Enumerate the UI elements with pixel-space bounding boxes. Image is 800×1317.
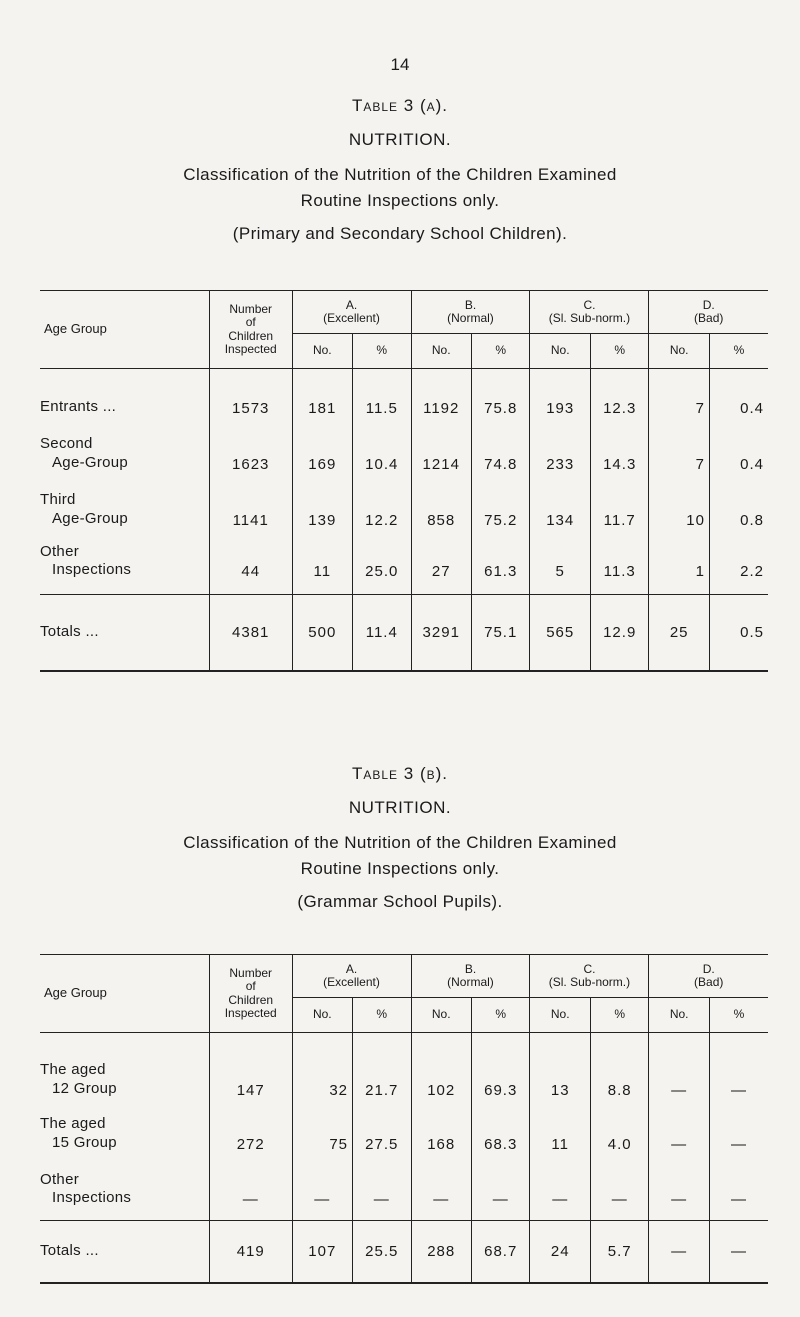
value-cell: 0.8 xyxy=(709,473,768,529)
header-excellent: A. (Excellent) xyxy=(292,291,411,334)
inspected-cell: 147 xyxy=(209,1033,292,1099)
caption-line: (Primary and Secondary School Children). xyxy=(232,223,568,243)
table-a-caption xyxy=(0,162,800,247)
value-cell: — xyxy=(292,1153,352,1221)
header-bad: D. (Bad) xyxy=(649,955,768,998)
caption-line: Routine Inspections only. xyxy=(300,859,500,879)
header-pct: % xyxy=(590,334,648,369)
value-cell: 11.7 xyxy=(590,473,648,529)
value-cell: — xyxy=(649,1221,709,1283)
value-cell: 1192 xyxy=(411,369,471,417)
header-no: No. xyxy=(292,334,352,369)
value-cell: — xyxy=(649,1033,709,1099)
value-cell: 858 xyxy=(411,473,471,529)
value-cell: 4.0 xyxy=(590,1099,648,1153)
value-cell: 107 xyxy=(292,1221,352,1283)
header-pct: % xyxy=(471,998,529,1033)
header-excellent: A. (Excellent) xyxy=(292,955,411,998)
value-cell: — xyxy=(709,1099,768,1153)
header-no: No. xyxy=(649,998,709,1033)
age-group-cell: Second Age-Group xyxy=(40,435,129,471)
value-cell: — xyxy=(649,1099,709,1153)
age-group-cell: The aged 12 Group xyxy=(40,1061,117,1097)
value-cell: 12.3 xyxy=(590,369,648,417)
value-cell: 10.4 xyxy=(353,417,411,473)
inspected-cell: — xyxy=(209,1153,292,1221)
totals-row xyxy=(40,595,768,671)
value-cell: 11.4 xyxy=(353,595,411,671)
value-cell: 68.3 xyxy=(471,1099,529,1153)
header-normal: B. (Normal) xyxy=(411,291,530,334)
caption-line: Routine Inspections only. xyxy=(300,191,500,211)
value-cell: 102 xyxy=(411,1033,471,1099)
value-cell: 500 xyxy=(292,595,352,671)
header-pct: % xyxy=(471,334,529,369)
header-no: No. xyxy=(411,334,471,369)
value-cell: 25.5 xyxy=(353,1221,411,1283)
value-cell: 75.8 xyxy=(471,369,529,417)
value-cell: 75.2 xyxy=(471,473,529,529)
value-cell: 7 xyxy=(649,369,709,417)
header-no: No. xyxy=(530,334,590,369)
header-age-group: Age Group xyxy=(44,985,107,1001)
age-group-cell: Entrants ... xyxy=(40,397,117,415)
table-row xyxy=(40,1153,768,1221)
value-cell: 75 xyxy=(292,1099,352,1153)
value-cell: 27.5 xyxy=(353,1099,411,1153)
value-cell: 8.8 xyxy=(590,1033,648,1099)
table-b xyxy=(40,954,768,1284)
header-pct: % xyxy=(709,998,768,1033)
value-cell: — xyxy=(649,1153,709,1221)
value-cell: 11.3 xyxy=(590,529,648,595)
inspected-cell: 1573 xyxy=(209,369,292,417)
value-cell: — xyxy=(709,1153,768,1221)
value-cell: 75.1 xyxy=(471,595,529,671)
value-cell: 193 xyxy=(530,369,590,417)
value-cell: 169 xyxy=(292,417,352,473)
header-sub-norm: C. (Sl. Sub-norm.) xyxy=(530,291,649,334)
value-cell: 25 xyxy=(649,595,709,671)
value-cell: 25.0 xyxy=(353,529,411,595)
table-b-subtitle: NUTRITION. xyxy=(348,798,452,817)
value-cell: 5 xyxy=(530,529,590,595)
value-cell: 233 xyxy=(530,417,590,473)
table-row xyxy=(40,473,768,529)
header-pct: % xyxy=(353,334,411,369)
value-cell: — xyxy=(590,1153,648,1221)
value-cell: 0.5 xyxy=(709,595,768,671)
value-cell: — xyxy=(709,1221,768,1283)
caption-line: (Grammar School Pupils). xyxy=(297,891,503,911)
header-bad: D. (Bad) xyxy=(649,291,768,334)
header-pct: % xyxy=(709,334,768,369)
page-number: 14 xyxy=(390,55,410,74)
totals-row xyxy=(40,1221,768,1283)
table-row xyxy=(40,1033,768,1099)
table-a xyxy=(40,290,768,672)
header-number-inspected: Number of Children Inspected xyxy=(209,955,292,1033)
value-cell: 32 xyxy=(292,1033,352,1099)
header-normal: B. (Normal) xyxy=(411,955,530,998)
value-cell: 61.3 xyxy=(471,529,529,595)
caption-line: Classification of the Nutrition of the Children Examined xyxy=(183,165,617,184)
value-cell: 69.3 xyxy=(471,1033,529,1099)
caption-line: Classification of the Nutrition of the Children Examined xyxy=(183,833,617,852)
totals-label: Totals ... xyxy=(40,1241,99,1259)
header-no: No. xyxy=(292,998,352,1033)
table-b-heading xyxy=(0,764,800,915)
value-cell: — xyxy=(411,1153,471,1221)
table-a-subtitle: NUTRITION. xyxy=(348,130,452,149)
inspected-cell: 1141 xyxy=(209,473,292,529)
inspected-cell: 419 xyxy=(209,1221,292,1283)
value-cell: 0.4 xyxy=(709,417,768,473)
value-cell: 288 xyxy=(411,1221,471,1283)
value-cell: — xyxy=(353,1153,411,1221)
age-group-cell: Other Inspections xyxy=(40,1170,132,1207)
header-no: No. xyxy=(649,334,709,369)
table-row xyxy=(40,1099,768,1153)
value-cell: 27 xyxy=(411,529,471,595)
value-cell: 1 xyxy=(649,529,709,595)
header-pct: % xyxy=(590,998,648,1033)
header-no: No. xyxy=(530,998,590,1033)
value-cell: — xyxy=(471,1153,529,1221)
value-cell: 13 xyxy=(530,1033,590,1099)
value-cell: 181 xyxy=(292,369,352,417)
value-cell: 3291 xyxy=(411,595,471,671)
table-b-caption xyxy=(0,830,800,915)
header-no: No. xyxy=(411,998,471,1033)
header-pct: % xyxy=(353,998,411,1033)
inspected-cell: 4381 xyxy=(209,595,292,671)
value-cell: 5.7 xyxy=(590,1221,648,1283)
value-cell: 11 xyxy=(292,529,352,595)
value-cell: 168 xyxy=(411,1099,471,1153)
value-cell: 68.7 xyxy=(471,1221,529,1283)
value-cell: 21.7 xyxy=(353,1033,411,1099)
value-cell: 24 xyxy=(530,1221,590,1283)
value-cell: 134 xyxy=(530,473,590,529)
value-cell: 7 xyxy=(649,417,709,473)
value-cell: 74.8 xyxy=(471,417,529,473)
value-cell: 0.4 xyxy=(709,369,768,417)
inspected-cell: 44 xyxy=(209,529,292,595)
age-group-cell: Other Inspections xyxy=(40,542,132,579)
table-row xyxy=(40,369,768,417)
inspected-cell: 272 xyxy=(209,1099,292,1153)
value-cell: 14.3 xyxy=(590,417,648,473)
table-a-title: Table 3 (a). xyxy=(351,96,449,115)
table-row xyxy=(40,529,768,595)
age-group-cell: The aged 15 Group xyxy=(40,1115,117,1151)
header-sub-norm: C. (Sl. Sub-norm.) xyxy=(530,955,649,998)
value-cell: 139 xyxy=(292,473,352,529)
table-a-heading xyxy=(0,96,800,247)
value-cell: 12.2 xyxy=(353,473,411,529)
header-number-inspected: Number of Children Inspected xyxy=(209,291,292,369)
value-cell: — xyxy=(709,1033,768,1099)
value-cell: 12.9 xyxy=(590,595,648,671)
value-cell: 565 xyxy=(530,595,590,671)
value-cell: 11 xyxy=(530,1099,590,1153)
table-row xyxy=(40,417,768,473)
value-cell: 11.5 xyxy=(353,369,411,417)
age-group-cell: Third Age-Group xyxy=(40,491,129,527)
value-cell: 2.2 xyxy=(709,529,768,595)
totals-label: Totals ... xyxy=(40,622,99,640)
inspected-cell: 1623 xyxy=(209,417,292,473)
value-cell: 10 xyxy=(649,473,709,529)
header-age-group: Age Group xyxy=(44,321,107,337)
table-b-title: Table 3 (b). xyxy=(351,764,449,783)
value-cell: 1214 xyxy=(411,417,471,473)
value-cell: — xyxy=(530,1153,590,1221)
